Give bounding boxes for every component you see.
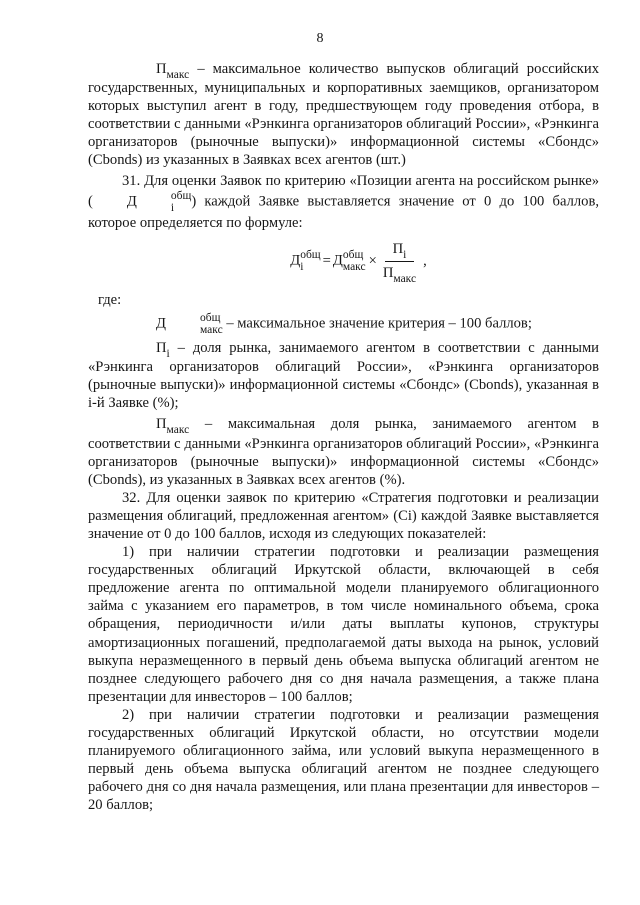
- formula-lhs: Д общ i: [290, 249, 321, 274]
- symbol-p-maks: $П_{макс}$: [156, 61, 190, 81]
- page-number: 8: [316, 31, 324, 46]
- formula-fraction: $\frac{П_i}{П_{макс}}$: [382, 240, 417, 285]
- formula-d-maks: Д общ макс: [332, 249, 366, 274]
- definition-p-maks: $П_{макс}$ – максимальная доля рынка, занимаемого агентом в соответствии с данными «Рэнкинга организаторов облигаций России», «Рэнкинга организаторов (рыночные выпуски)» информационной системы «Сбондс» (Cbonds), из указанных в Заявках всех агентов (%).: [88, 416, 600, 488]
- formula: Д общ i = Д общ макс × $\frac{П_i}{П_{макс}}$ ,: [290, 240, 427, 285]
- list-item-2: 2) при наличии стратегии подготовки и реализации размещения государственных облигаций Иркутской области, но отсутствии модели планируемого облигационного займа, или условий выкупа неразмещенного в первый день объема выпуска облигаций агентом не позднее следующего рабочего дня со дня начала размещения, или плана презентации для инвесторов – 20 баллов;: [88, 706, 599, 814]
- where-label: где:: [98, 291, 122, 308]
- paragraph-p-maks-definition: $П_{макс}$ – максимальное количество выпусков облигаций российских государственных, муниципальных и корпоративных заемщиков, организатором которых выступил агент в году, предшествующем году проведения отбора, в соответствии с данными «Рэнкинга организаторов облигаций России», «Рэнкинга организаторов (рыночные выпуски)» информационной системы «Сбондс» (Cbonds) из указанных в Заявках всех агентов (шт.): [88, 61, 599, 169]
- symbol-d-i-obshch: Д общ i: [126, 189, 192, 214]
- definition-p-i: $П_i$ – доля рынка, занимаемого агентом в соответствии с данными «Рэнкинга организаторов облигаций России», «Рэнкинга организаторов (рыночные выпуски)» информационной системы «Сбондс» (Cbonds), указанная в i-й Заявке (%);: [88, 340, 599, 412]
- paragraph-31: 31. Для оценки Заявок по критерию «Позиции агента на российском рынке» ( Д общ i ) каждой Заявке выставляется значение от 0 до 100 баллов, которое определяется по формуле:: [88, 172, 599, 231]
- paragraph-32: 32. Для оценки заявок по критерию «Стратегия подготовки и реализации размещения облигаций, предложенная агентом» (Ci) каждой Заявке выставляется значение от 0 до 100 баллов, исходя из следующих показателей:: [88, 489, 599, 542]
- document-body: [88, 60, 599, 814]
- list-item-1: 1) при наличии стратегии подготовки и реализации размещения государственных облигаций Иркутской области, включающей в себя предложение агента по оптимальной модели планируемого облигационного займа с указанием его параметров, в том числе номинального объема, срока обращения, периодичности и/или даты выплаты купонов, структуры амортизационных погашений, предполагаемой даты выхода на рынок, условий выкупа неразмещенного в первый день объема выпуска облигаций агентом не позднее следующего рабочего дня со дня начала размещения, а также плана презентации для инвесторов – 100 баллов;: [88, 544, 599, 705]
- definition-d-maks: Д общ макс – максимальное значение критерия – 100 баллов;: [156, 312, 532, 337]
